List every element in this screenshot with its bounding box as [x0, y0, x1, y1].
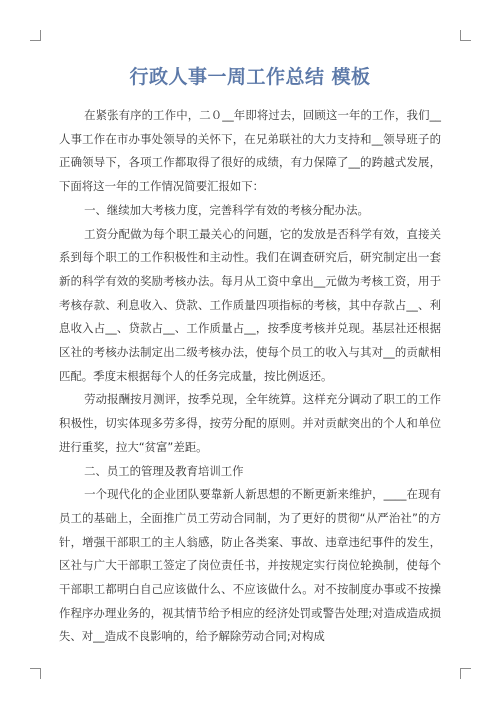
section-heading-1: 一、继续加大考核力度，完善科学有效的考核分配办法。 [84, 202, 369, 217]
document-title: 行政人事一周工作总结 模板 [129, 66, 371, 88]
intro-paragraph: 在紧张有序的工作中，二０__年即将过去，回顾这一年的工作，我们__人事工作在市办事处领导的关怀下，在兄弟联社的大力支持和__领导班子的正确领导下，各项工作都取得了很好的成绩，有力保障了__的跨越式发展，下面将这一年的工作情况简要汇报如下： [59, 108, 441, 194]
body-paragraph: 劳动报酬按月测评，按季兑现，全年统算。这样充分调动了职工的工作积极性，切实体现多劳多得，按劳分配的原则。并对贡献突出的个人和单位进行重奖，拉大“贫富”差距。 [59, 392, 441, 454]
document-body [59, 104, 441, 649]
body-paragraph: 一个现代化的企业团队要靠新人新思想的不断更新来维护，____在现有员工的基础上，全面推广员工劳动合同制，为了更好的贯彻“从严治社”的方针，增强干部职工的主人翁感，防止各类案、事故、违章违纪事件的发生，区社与广大干部职工签定了岗位责任书，并按规定实行岗位轮换制，使每个干部职工都明白自己应该做什么、不应该做什么。对不按制度办事或不按操作程序办理业务的，视其情节给予相应的经济处罚或警告处理;对造成造成损失、对__造成不良影响的，给予解除劳动合同;对构成 [59, 487, 441, 644]
crop-mark-top-right [460, 30, 471, 41]
body-paragraph: 工资分配做为每个职工最关心的问题，它的发放是否科学有效，直接关系到每个职工的工作积极性和主动性。我们在调查研究后，研究制定出一套新的科学有效的奖励考核办法。每月从工资中拿出__元做为考核工资，用于考核存款、利息收入、贷款、工作质量四项指标的考核，其中存款占__、利息收入占__、贷款占__、工作质量占__，按季度考核并兑现。基层社还根据区社的考核办法制定出二级考核办法，使每个员工的收入与其对__的贡献相匹配。季度末根据每个人的任务完成量，按比例返还。 [59, 226, 441, 383]
section-heading-2: 二、员工的管理及教育培训工作 [84, 463, 244, 478]
crop-mark-top-left [30, 30, 41, 41]
crop-mark-bottom-left [30, 668, 41, 679]
crop-mark-bottom-right [460, 668, 471, 679]
